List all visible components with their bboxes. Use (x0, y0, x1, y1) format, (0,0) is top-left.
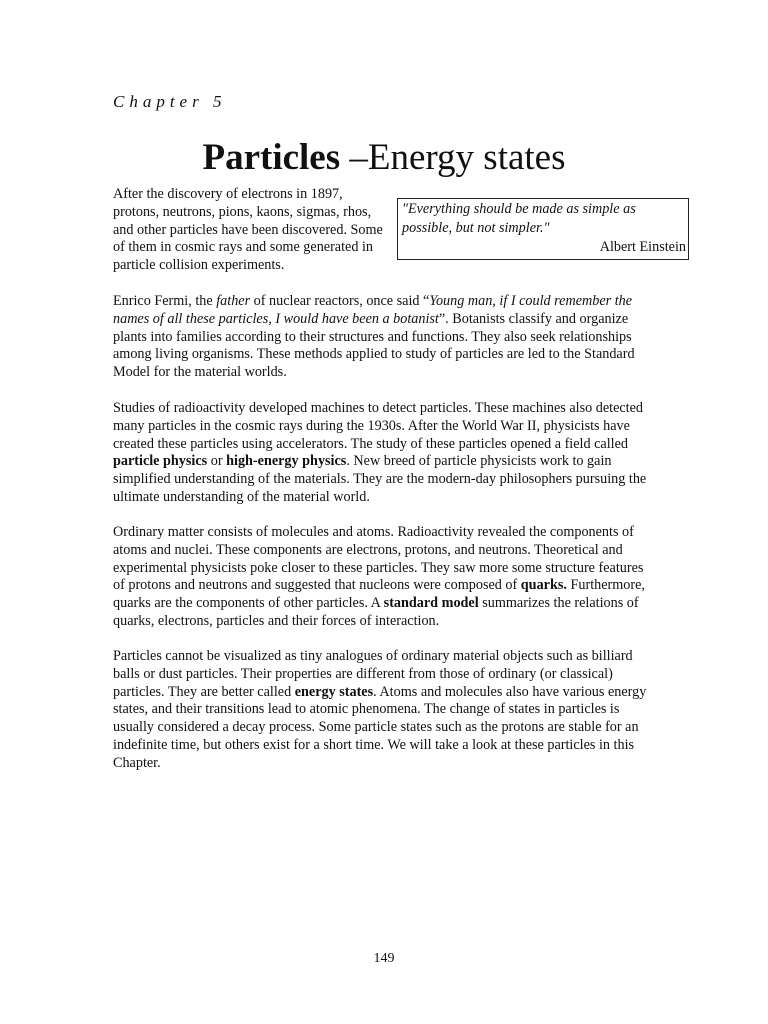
paragraph-2 (113, 293, 658, 382)
paragraph-4-text-c: Furthermore, quarks are the components of other particles. A (113, 577, 645, 612)
term-energy-states: energy states (294, 683, 374, 700)
page-number: 149 (373, 951, 395, 966)
title-rest: –Energy states (340, 137, 566, 178)
term-quarks: quarks. (520, 577, 567, 594)
paragraph-4 (113, 524, 658, 631)
intro-block (113, 186, 686, 275)
paragraph-4-text-a: Ordinary matter consists of molecules and atoms. Radioactivity revealed the components of atoms and nuclei. These components are electrons, protons, and neutrons. Theoretical and experimental physicists poke closer to these particles. They saw more some structure features of protons and neutrons and suggested that nucleons were composed of (113, 524, 644, 594)
paragraph-2-text-a: Enrico Fermi, the (113, 293, 217, 309)
paragraph-5-text-c: . Atoms and molecules also have various energy states, and their transitions lead to atomic phenomena. The change of states in particles is usually considered a decay process. Some particle states such as the protons are stable for an indefinite time, but others exist for a short time. We will take a look at these particles in this Chapter. (113, 683, 647, 771)
paragraph-1: After the discovery of electrons in 1897, protons, neutrons, pions, kaons, sigmas, rhos, and other particles have been discovered. Some of them in cosmic rays and some generated in particle collision experiments. (113, 186, 383, 274)
quote-box (397, 198, 689, 260)
term-high-energy-physics: high-energy physics (226, 453, 347, 470)
paragraph-5 (113, 648, 658, 773)
paragraph-3-text-c: or (207, 453, 227, 470)
paragraph-2-text-e: ”. Botanists classify and organize plants into families according to their structures and functions. They also seek relationships among living organisms. These methods applied to study of particles are led to the Standard Model for the material worlds. (113, 310, 635, 381)
paragraph-2-italic-father: father (216, 293, 251, 309)
paragraph-4-text-e: summarizes the relations of quarks, electrons, particles and their forces of interaction. (113, 595, 639, 629)
paragraph-2-text-c: of nuclear reactors, once said “ (250, 293, 430, 309)
term-standard-model: standard model (383, 595, 479, 612)
paragraph-3-text-a: Studies of radioactivity developed machines to detect particles. These machines also detected many particles in the cosmic rays during the 1930s. After the World War II, physicists have created these particles using accelerators. The study of these particles opened a field called (113, 400, 644, 452)
page-title (0, 136, 768, 180)
term-particle-physics: particle physics (113, 453, 208, 470)
paragraph-3-text-e: . New breed of particle physicists work to gain simplified understanding of the materials. They are the modern-day philosophers pursuing the ultimate understanding of the material world. (113, 453, 647, 505)
paragraph-5-text-a: Particles cannot be visualized as tiny analogues of ordinary material objects such as billiard balls or dust particles. Their properties are different from those of ordinary (or classical) particles. They are better called (113, 648, 633, 700)
quote-text: "Everything should be made as simple as possible, but not simpler." (402, 201, 636, 236)
paragraph-3 (113, 400, 658, 507)
chapter-label: Chapter 5 (113, 92, 227, 111)
quote-author: Albert Einstein (599, 239, 686, 255)
paragraph-2-fermi-quote: Young man, if I could remember the names of all these particles, I would have been a botanist (113, 293, 633, 327)
title-bold: Particles (202, 137, 341, 178)
